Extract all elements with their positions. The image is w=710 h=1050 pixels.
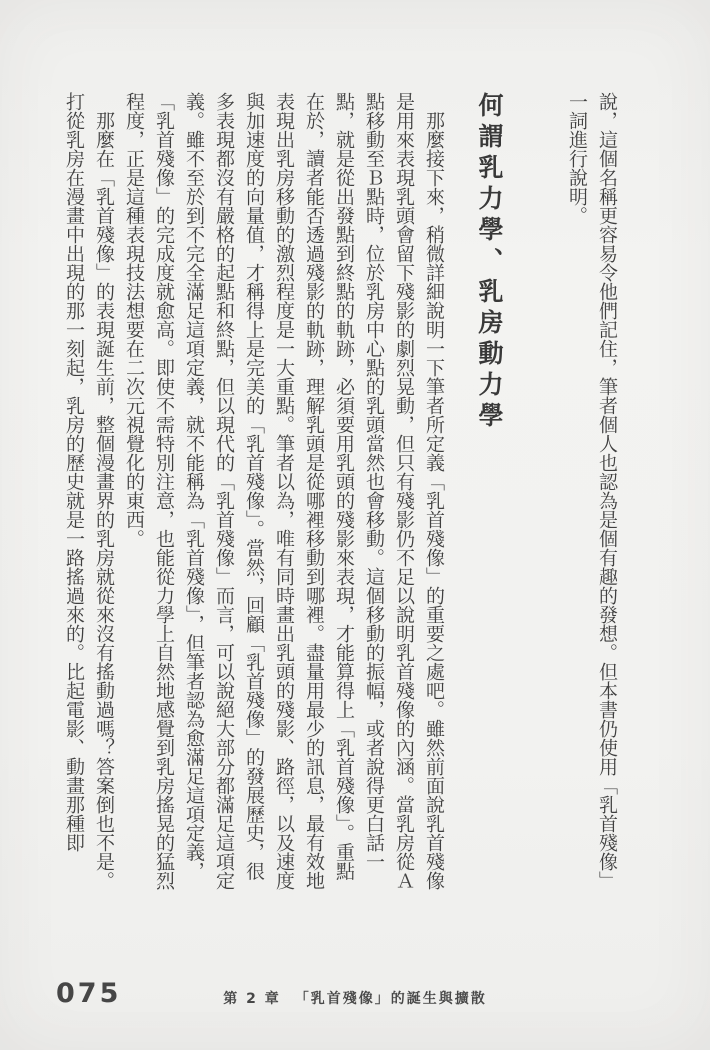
page-number: 075 — [56, 978, 122, 1009]
vertical-text-block — [59, 92, 622, 892]
body-paragraph-1: 那麼接下來，稍微詳細說明一下筆者所定義「乳首殘像」的重要之處吧。雖然前面說乳首殘像是用來表現乳頭會留下殘影的劇烈晃動，但只有殘影仍不足以說明乳首殘像的內涵。當乳房從Ａ點移動至Ｂ點時，位於乳房中心點的乳頭當然也會移動。這個移動的振幅，或者說得更白話一點，就是從出發點到終點的軌跡，必須要用乳頭的殘影來表現，才能算得上「乳首殘像」。重點在於，讀者能否透過殘影的軌跡，理解乳頭是從哪裡移動到哪裡。盡量用最少的訊息，最有效地表現出乳房移動的激烈程度是一大重點。筆者以為，唯有同時畫出乳頭的殘影、路徑，以及速度與加速度的向量值，才稱得上是完美的「乳首殘像」。當然，回顧「乳首殘像」的發展歷史，很多表現都沒有嚴格的起點和終點，但以現代的「乳首殘像」而言，可以說絕大部分都滿足這項定義。雖不至於到不完全滿足這項定義，就不能稱為「乳首殘像」，但筆者認為愈滿足這項定義，「乳首殘像」的完成度就愈高。即使不需特別注意，也能從力學上自然地感覺到乳房搖晃的猛烈程度，正是這種表現技法想要在二次元視覺化的東西。 — [123, 92, 445, 890]
chapter-title: 「乳首殘像」的誕生與擴散 — [294, 991, 487, 1007]
chapter-label: 第 2 章 — [223, 991, 281, 1007]
body-paragraph-2: 那麼在「乳首殘像」的表現誕生前，整個漫畫界的乳房就從來沒有搖動過嗎？答案倒也不是。打從乳房在漫畫中出現的那一刻起，乳房的歷史就是一路搖過來的。比起電影、動畫那種即 — [63, 92, 115, 890]
continuation-paragraph: 說，這個名稱更容易令他們記住，筆者個人也認為是個有趣的發想。但本書仍使用「乳首殘像」一詞進行說明。 — [566, 92, 618, 890]
running-title — [0, 988, 710, 1008]
section-heading: 何謂乳力學、乳房動力學 — [475, 92, 504, 433]
page-footer — [0, 976, 710, 1020]
